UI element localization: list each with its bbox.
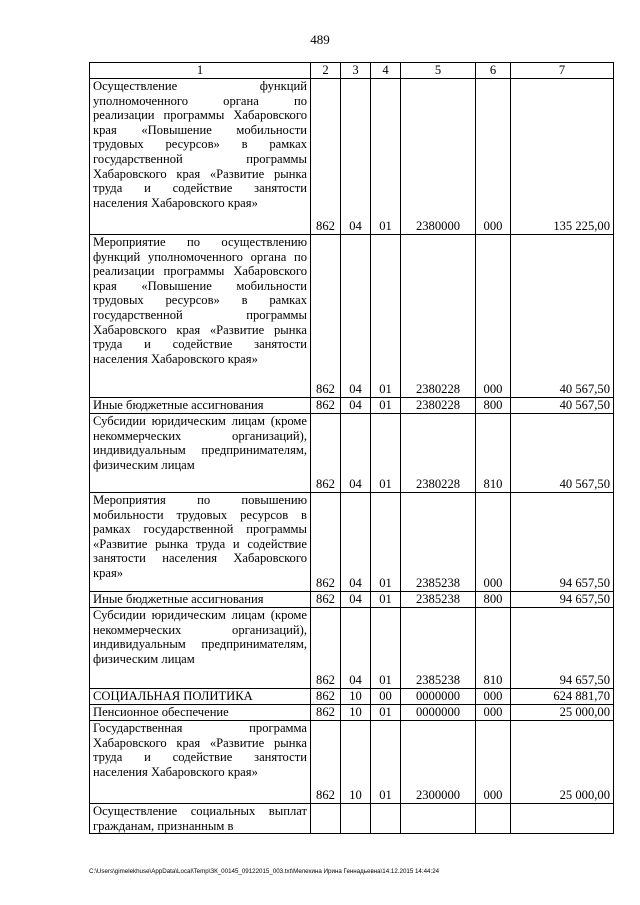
cell-col6: 800 xyxy=(476,592,511,608)
row-name: Мероприятия по повышению мобильности трудовых ресурсов в рамках государственной программы «Развитие рынка труда и содействие занятости населения Хабаровского края» xyxy=(90,493,311,592)
row-name: Осуществление функций уполномоченного органа по реализации программы Хабаровского края «Повышение мобильности трудовых ресурсов» в рамках государственной программы Хабаровского края «Развитие рынка труда и содействие занятости населения Хабаровского края» xyxy=(90,79,311,235)
cell-col5: 2380228 xyxy=(401,235,476,398)
cell-col2: 862 xyxy=(311,592,341,608)
row-name: Субсидии юридическим лицам (кроме некоммерческих организаций), индивидуальным предпринимателям, физическим лицам xyxy=(90,608,311,689)
cell-amount xyxy=(511,804,614,834)
row-name: Осуществление социальных выплат гражданам, признанным в xyxy=(90,804,311,834)
cell-col5: 2380228 xyxy=(401,398,476,414)
table-row xyxy=(90,414,614,493)
cell-col3: 10 xyxy=(341,689,371,705)
cell-col6: 810 xyxy=(476,608,511,689)
row-name: Государственная программа Хабаровского края «Развитие рынка труда и содействие занятости населения Хабаровского края» xyxy=(90,721,311,804)
cell-col2 xyxy=(311,804,341,834)
table-row xyxy=(90,804,614,834)
cell-col5: 2380000 xyxy=(401,79,476,235)
cell-col4 xyxy=(371,804,401,834)
cell-col2: 862 xyxy=(311,689,341,705)
cell-col3: 04 xyxy=(341,79,371,235)
table-row xyxy=(90,235,614,398)
cell-col5: 2385238 xyxy=(401,493,476,592)
cell-col5 xyxy=(401,804,476,834)
column-header: 6 xyxy=(476,63,511,79)
cell-col5: 0000000 xyxy=(401,689,476,705)
cell-col3: 04 xyxy=(341,608,371,689)
cell-col6: 000 xyxy=(476,493,511,592)
table-header-row xyxy=(90,63,614,79)
cell-col3: 04 xyxy=(341,398,371,414)
cell-col2: 862 xyxy=(311,493,341,592)
cell-col2: 862 xyxy=(311,235,341,398)
column-header: 2 xyxy=(311,63,341,79)
cell-col2: 862 xyxy=(311,721,341,804)
row-name: Иные бюджетные ассигнования xyxy=(90,592,311,608)
row-name: Субсидии юридическим лицам (кроме некоммерческих организаций), индивидуальным предпринимателям, физическим лицам xyxy=(90,414,311,493)
column-header: 7 xyxy=(511,63,614,79)
file-path-footer: C:\Users\gimelekhuse\AppData\Local\Temp\ЗК_00145_09122015_003.txt\Мелехина Ирина Геннадьевна\14.12.2015 14:44:24 xyxy=(89,868,440,875)
cell-col5: 2380228 xyxy=(401,414,476,493)
cell-col4: 01 xyxy=(371,235,401,398)
cell-amount: 94 657,50 xyxy=(511,592,614,608)
cell-col6: 000 xyxy=(476,705,511,721)
cell-col3: 04 xyxy=(341,414,371,493)
cell-col4: 01 xyxy=(371,398,401,414)
cell-amount: 94 657,50 xyxy=(511,493,614,592)
cell-col5: 0000000 xyxy=(401,705,476,721)
row-name: Иные бюджетные ассигнования xyxy=(90,398,311,414)
row-name: Пенсионное обеспечение xyxy=(90,705,311,721)
cell-amount: 25 000,00 xyxy=(511,705,614,721)
cell-col6 xyxy=(476,804,511,834)
row-name: СОЦИАЛЬНАЯ ПОЛИТИКА xyxy=(90,689,311,705)
table-row xyxy=(90,79,614,235)
cell-col3: 04 xyxy=(341,493,371,592)
table-row xyxy=(90,592,614,608)
table-row xyxy=(90,689,614,705)
cell-col4: 01 xyxy=(371,608,401,689)
cell-col4: 01 xyxy=(371,592,401,608)
table-row xyxy=(90,398,614,414)
cell-amount: 135 225,00 xyxy=(511,79,614,235)
cell-col4: 00 xyxy=(371,689,401,705)
cell-amount: 40 567,50 xyxy=(511,235,614,398)
cell-col2: 862 xyxy=(311,705,341,721)
cell-col5: 2385238 xyxy=(401,608,476,689)
cell-col3: 04 xyxy=(341,592,371,608)
cell-amount: 624 881,70 xyxy=(511,689,614,705)
cell-col2: 862 xyxy=(311,398,341,414)
cell-col4: 01 xyxy=(371,414,401,493)
table-row xyxy=(90,705,614,721)
cell-col2: 862 xyxy=(311,608,341,689)
cell-col2: 862 xyxy=(311,414,341,493)
cell-col5: 2300000 xyxy=(401,721,476,804)
cell-col4: 01 xyxy=(371,721,401,804)
row-name: Мероприятие по осуществлению функций уполномоченного органа по реализации программы Хабаровского края «Повышение мобильности трудовых ресурсов» в рамках государственной программы Хабаровского края «Развитие рынка труда и содействие занятости населения Хабаровского края» xyxy=(90,235,311,398)
cell-amount: 25 000,00 xyxy=(511,721,614,804)
cell-amount: 40 567,50 xyxy=(511,414,614,493)
cell-col6: 000 xyxy=(476,689,511,705)
page-number: 489 xyxy=(310,32,330,47)
budget-table xyxy=(89,62,614,834)
column-header: 5 xyxy=(401,63,476,79)
column-header: 1 xyxy=(90,63,311,79)
cell-col5: 2385238 xyxy=(401,592,476,608)
column-header: 4 xyxy=(371,63,401,79)
cell-col6: 810 xyxy=(476,414,511,493)
cell-col3 xyxy=(341,804,371,834)
table-row xyxy=(90,721,614,804)
cell-amount: 94 657,50 xyxy=(511,608,614,689)
cell-col3: 04 xyxy=(341,235,371,398)
cell-col6: 800 xyxy=(476,398,511,414)
cell-col6: 000 xyxy=(476,235,511,398)
cell-col4: 01 xyxy=(371,493,401,592)
cell-col6: 000 xyxy=(476,721,511,804)
cell-col3: 10 xyxy=(341,721,371,804)
table-row xyxy=(90,608,614,689)
cell-col3: 10 xyxy=(341,705,371,721)
table-row xyxy=(90,493,614,592)
column-header: 3 xyxy=(341,63,371,79)
cell-col2: 862 xyxy=(311,79,341,235)
cell-amount: 40 567,50 xyxy=(511,398,614,414)
cell-col6: 000 xyxy=(476,79,511,235)
cell-col4: 01 xyxy=(371,79,401,235)
cell-col4: 01 xyxy=(371,705,401,721)
